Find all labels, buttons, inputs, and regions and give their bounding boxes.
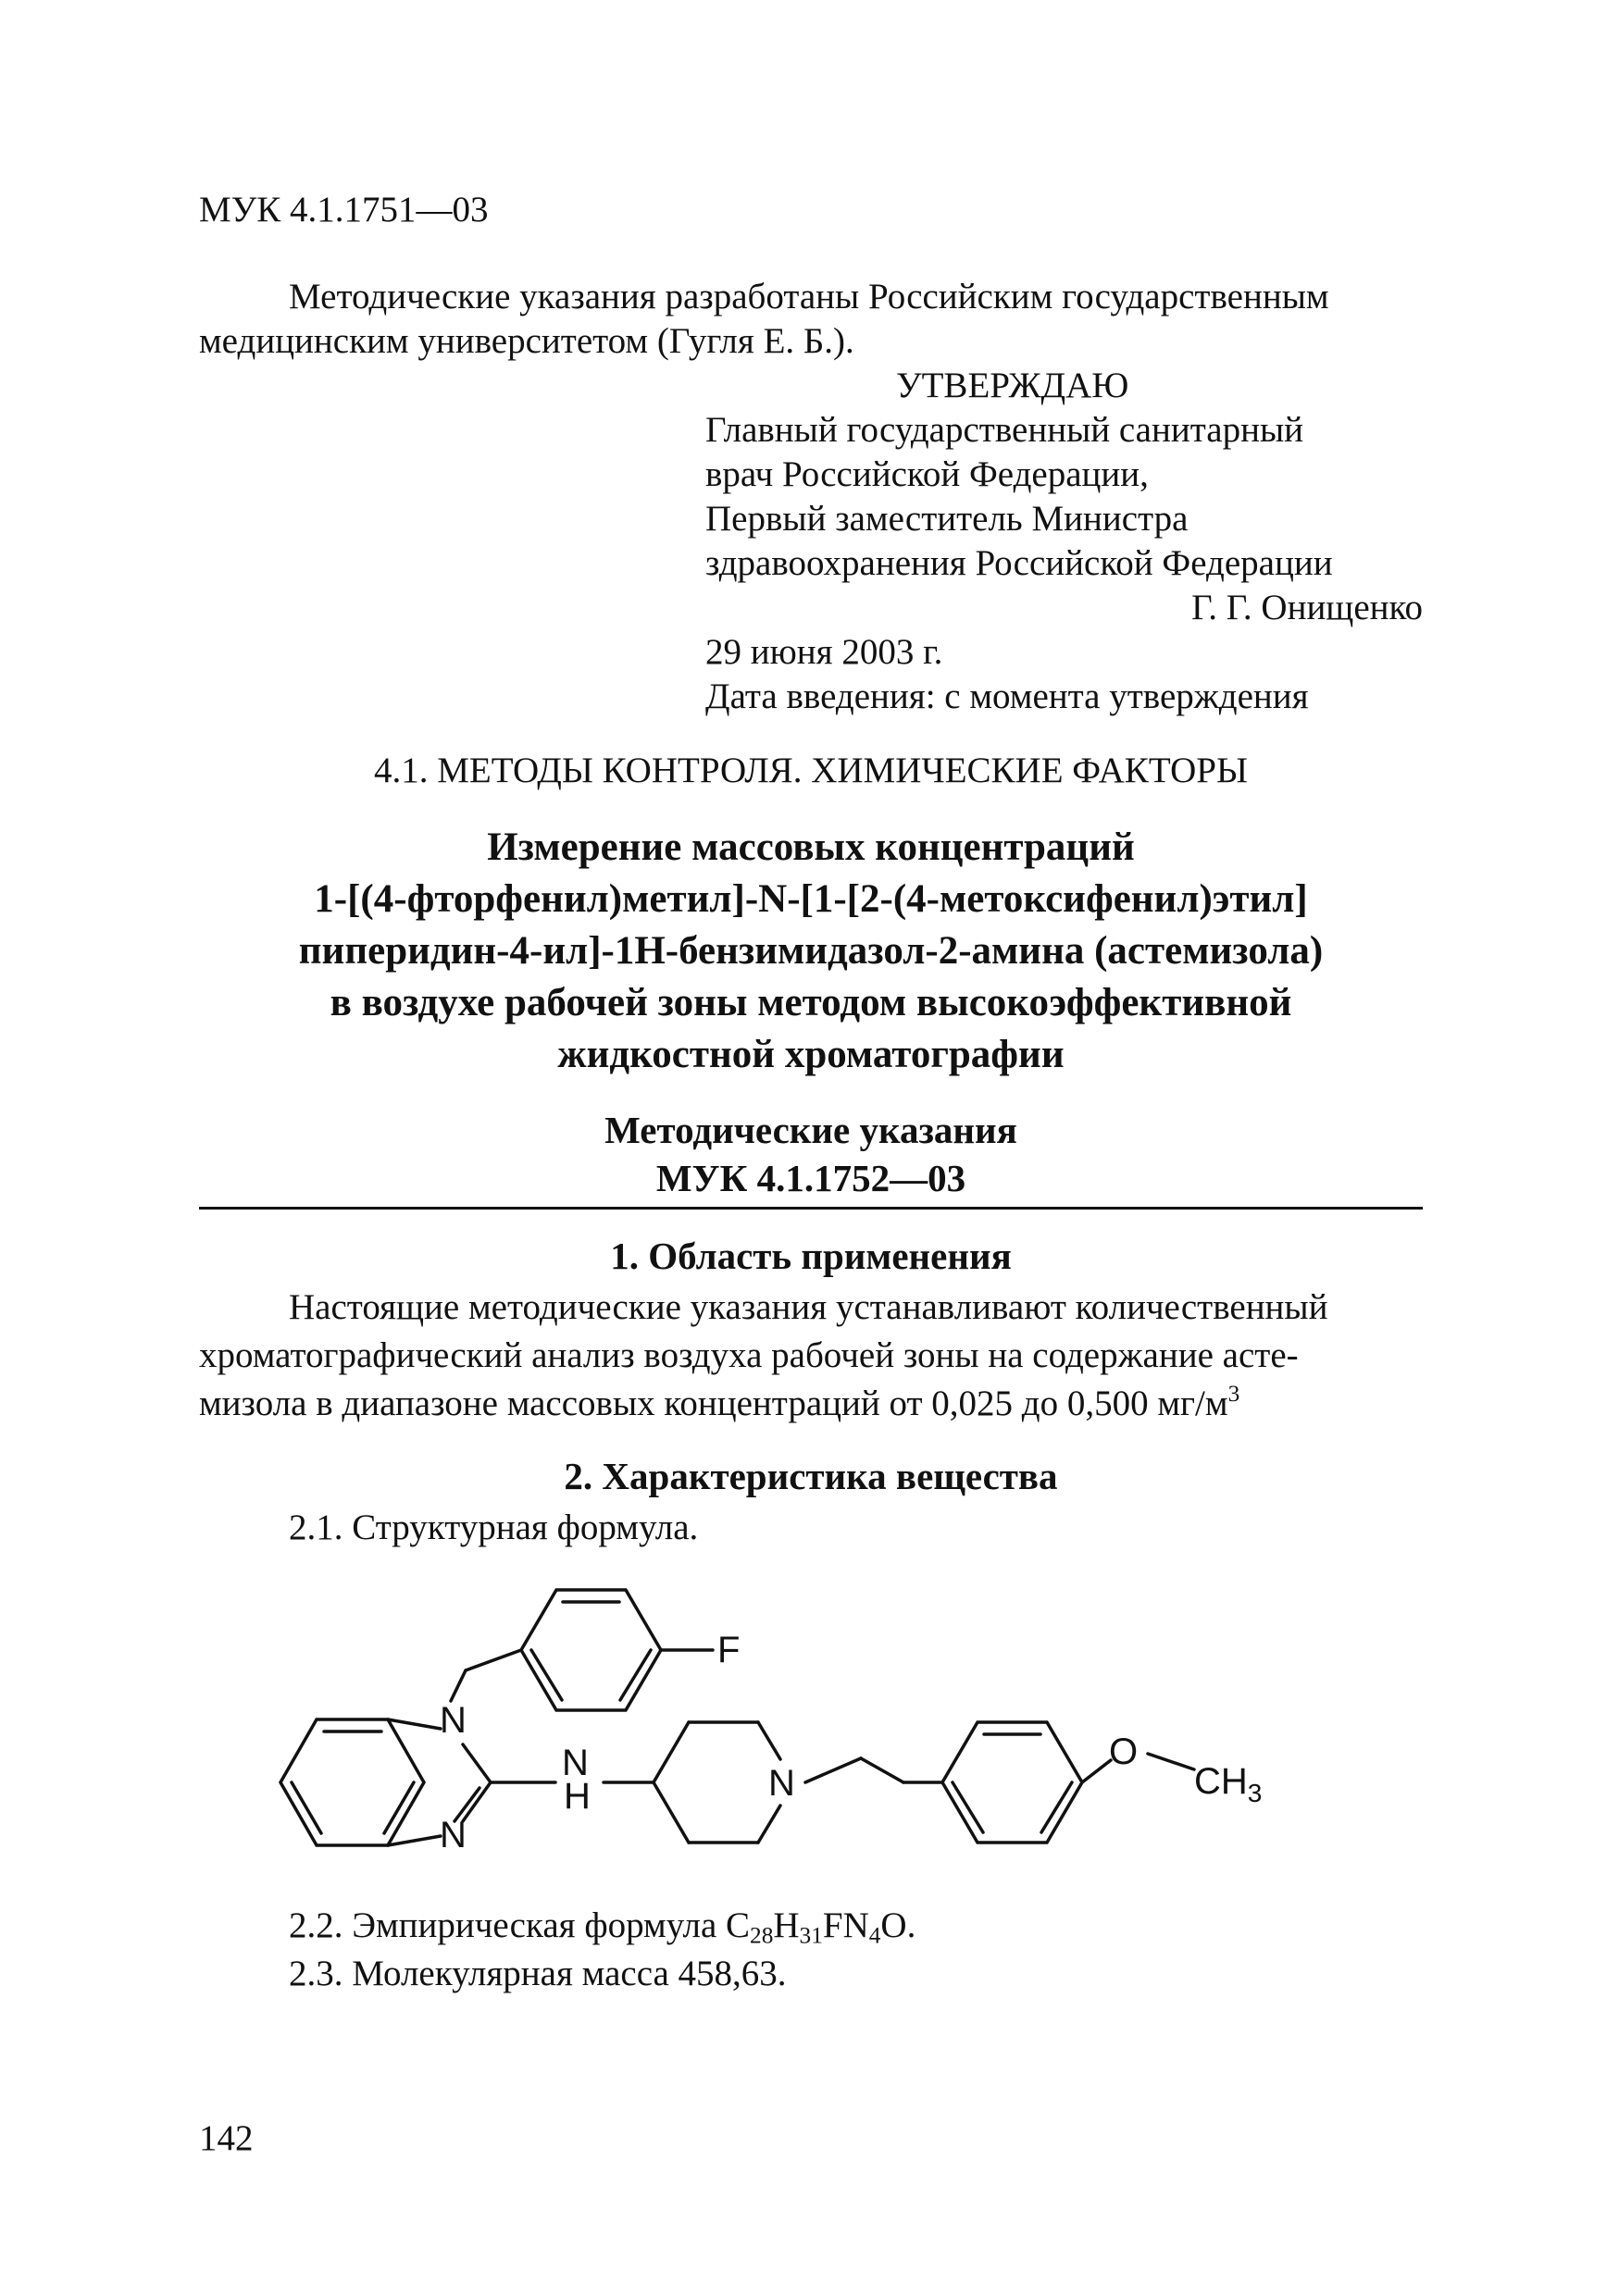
introduction-date: Дата введения: с момента утверждения [705, 676, 1309, 716]
title-line3: пиперидин-4-ил]-1H-бензимидазол-2-амина (астемизола) [298, 929, 1324, 973]
subtitle-line1: Методические указания [604, 1109, 1017, 1151]
doc-code-header: МУК 4.1.1751—03 [199, 190, 489, 230]
section2-item2: 2.2. Эмпирическая формула $C_{28}H_{31}FN_4O$. [289, 1905, 916, 1949]
title-line4: в воздухе рабочей зоны методом высокоэффективной [330, 981, 1292, 1024]
section2-item1: 2.1. Структурная формула. [289, 1508, 699, 1547]
methoxyphenyl-ring [942, 1722, 1082, 1843]
approval-line1: Главный государственный санитарный [705, 410, 1304, 450]
atom-ch3: $CH_3$ [1194, 1761, 1263, 1807]
atom-o: O [1109, 1731, 1139, 1772]
superscript-3: 3 [1227, 1380, 1240, 1407]
page-number: 142 [199, 2118, 254, 2158]
approval-line2: врач Российской Федерации, [705, 454, 1149, 494]
approval-date: 29 июня 2003 г. [705, 632, 943, 672]
approval-line3: Первый заместитель Министра [705, 499, 1189, 539]
atom-f: F [717, 1630, 741, 1670]
section1-line3: мизола в диапазоне массовых концентраций от 0,025 до 0,500 $мг/м^3$ [199, 1380, 1240, 1423]
section-heading: 4.1. МЕТОДЫ КОНТРОЛЯ. ХИМИЧЕСКИЕ ФАКТОРЫ [374, 751, 1248, 790]
atom-nh-n: N [562, 1743, 589, 1783]
approval-title: УТВЕРЖДАЮ [896, 366, 1129, 405]
horizontal-rule [199, 1207, 1423, 1210]
atom-nh-h: H [564, 1776, 591, 1817]
structural-formula [250, 1573, 1314, 1879]
bond-benzyl-ch2 [466, 1650, 521, 1670]
fluorophenyl-ring [521, 1590, 661, 1710]
developer-note-line1: Методические указания разработаны Российским государственным [289, 277, 1329, 316]
section1-line2: хроматографический анализ воздуха рабочей зоны на содержание асте- [199, 1335, 1299, 1375]
bond-n-ch2 [805, 1758, 861, 1782]
atom-n3: N [440, 1815, 467, 1855]
section2-item3: 2.3. Молекулярная масса 458,63. [289, 1954, 787, 1993]
bond-ch2-ch2 [861, 1758, 903, 1782]
approver-name: Г. Г. Онищенко [1191, 588, 1423, 627]
benzene-ring [280, 1719, 424, 1845]
atom-piperidine-n: N [768, 1763, 795, 1804]
bond-aryl-o [1082, 1760, 1111, 1782]
subtitle-doc-code: МУК 4.1.1752—03 [655, 1157, 966, 1199]
title-line2: 1-[(4-фторфенил)метил]-N-[1-[2-(4-метоксифенил)этил] [314, 877, 1308, 921]
developer-note-line2: медицинским университетом (Гугля Е. Б.). [199, 321, 854, 361]
bond-ch2-n1 [451, 1670, 466, 1701]
section2-heading: 2. Характеристика вещества [564, 1455, 1058, 1497]
section1-line1: Настоящие методические указания устанавливают количественный [289, 1287, 1328, 1327]
title-line5: жидкостной хроматографии [557, 1033, 1065, 1076]
approval-line4: здравоохранения Российской Федерации [705, 543, 1333, 583]
bond-o-ch3 [1148, 1754, 1194, 1769]
atom-n1: N [440, 1700, 467, 1741]
piperidine-ring [654, 1722, 780, 1843]
section1-heading: 1. Область применения [610, 1235, 1012, 1277]
title-line1: Измерение массовых концентраций [487, 825, 1135, 869]
